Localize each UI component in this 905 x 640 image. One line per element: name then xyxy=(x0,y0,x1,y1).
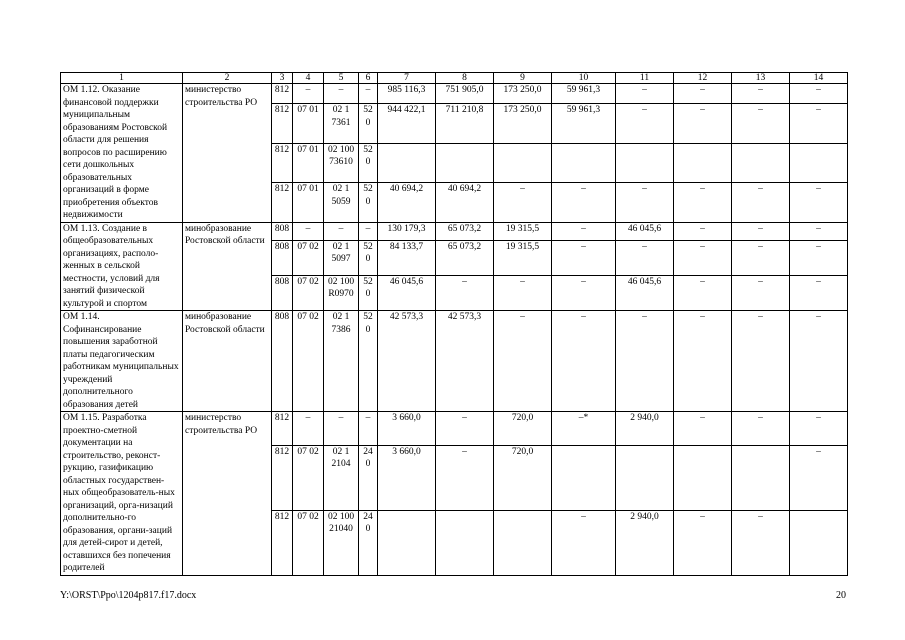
value-cell: 46 045,6 xyxy=(378,275,436,310)
table-body xyxy=(61,73,848,576)
value-cell: – xyxy=(790,183,848,222)
value-cell xyxy=(378,510,436,575)
value-cell: – xyxy=(616,104,674,143)
value-cell: – xyxy=(359,222,378,240)
header-cell: 12 xyxy=(674,73,732,84)
value-cell: 520 xyxy=(359,311,378,412)
table-row xyxy=(61,311,848,412)
value-cell: 02 1 2104 xyxy=(324,445,359,510)
value-cell: 2 940,0 xyxy=(616,510,674,575)
value-cell: – xyxy=(616,240,674,275)
value-cell: – xyxy=(674,311,732,412)
header-cell: 6 xyxy=(359,73,378,84)
header-cell: 11 xyxy=(616,73,674,84)
value-cell: 02 1 5059 xyxy=(324,183,359,222)
value-cell: 65 073,2 xyxy=(436,222,494,240)
value-cell: 130 179,3 xyxy=(378,222,436,240)
value-cell: 02 1 7386 xyxy=(324,311,359,412)
value-cell: – xyxy=(359,412,378,446)
value-cell: – xyxy=(732,104,790,143)
value-cell: – xyxy=(494,275,552,310)
value-cell: – xyxy=(732,275,790,310)
value-cell: – xyxy=(790,240,848,275)
value-cell: – xyxy=(732,311,790,412)
value-cell: – xyxy=(436,412,494,446)
value-cell: 812 xyxy=(272,183,293,222)
value-cell: 07 01 xyxy=(293,104,324,143)
value-cell: 59 961,3 xyxy=(552,84,616,104)
value-cell: 19 315,5 xyxy=(494,222,552,240)
value-cell: 07 02 xyxy=(293,311,324,412)
value-cell: – xyxy=(552,222,616,240)
value-cell xyxy=(732,143,790,182)
value-cell: 42 573,3 xyxy=(436,311,494,412)
value-cell: 07 02 xyxy=(293,510,324,575)
value-cell: 07 02 xyxy=(293,275,324,310)
value-cell: – xyxy=(616,183,674,222)
value-cell: – xyxy=(674,84,732,104)
value-cell xyxy=(436,510,494,575)
value-cell: 3 660,0 xyxy=(378,412,436,446)
value-cell: 173 250,0 xyxy=(494,104,552,143)
value-cell: 240 xyxy=(359,510,378,575)
value-cell: – xyxy=(436,275,494,310)
value-cell: – xyxy=(552,510,616,575)
measure-name: ОМ 1.13. Создание в общеобразовательных организациях, располо-женных в сельской местности, условий для занятий физической культурой и спортом xyxy=(61,222,183,311)
value-cell xyxy=(378,143,436,182)
value-cell: 19 315,5 xyxy=(494,240,552,275)
value-cell: 40 694,2 xyxy=(436,183,494,222)
value-cell: 42 573,3 xyxy=(378,311,436,412)
value-cell xyxy=(674,143,732,182)
value-cell: 520 xyxy=(359,275,378,310)
value-cell: 3 660,0 xyxy=(378,445,436,510)
value-cell: 65 073,2 xyxy=(436,240,494,275)
value-cell: – xyxy=(616,311,674,412)
header-cell: 5 xyxy=(324,73,359,84)
value-cell: – xyxy=(674,510,732,575)
value-cell: – xyxy=(732,222,790,240)
value-cell xyxy=(552,445,616,510)
value-cell: 02 100 21040 xyxy=(324,510,359,575)
value-cell: 07 02 xyxy=(293,445,324,510)
value-cell: 02 100 R0970 xyxy=(324,275,359,310)
value-cell: 985 116,3 xyxy=(378,84,436,104)
value-cell: – xyxy=(293,412,324,446)
value-cell: 520 xyxy=(359,104,378,143)
value-cell: 40 694,2 xyxy=(378,183,436,222)
value-cell: – xyxy=(674,104,732,143)
value-cell: 520 xyxy=(359,240,378,275)
header-cell: 4 xyxy=(293,73,324,84)
executor-name: минобразование Ростовской области xyxy=(183,311,272,412)
value-cell xyxy=(494,510,552,575)
header-cell: 13 xyxy=(732,73,790,84)
header-cell: 1 xyxy=(61,73,183,84)
value-cell: – xyxy=(293,84,324,104)
table-row xyxy=(61,222,848,240)
value-cell: 02 1 5097 xyxy=(324,240,359,275)
value-cell: – xyxy=(674,275,732,310)
value-cell xyxy=(732,445,790,510)
header-row xyxy=(61,73,848,84)
value-cell: 07 02 xyxy=(293,240,324,275)
value-cell xyxy=(790,143,848,182)
value-cell: – xyxy=(552,311,616,412)
header-cell: 3 xyxy=(272,73,293,84)
value-cell: – xyxy=(790,311,848,412)
value-cell: 808 xyxy=(272,311,293,412)
header-cell: 10 xyxy=(552,73,616,84)
value-cell: – xyxy=(674,222,732,240)
value-cell: 07 01 xyxy=(293,183,324,222)
header-cell: 2 xyxy=(183,73,272,84)
value-cell: 944 422,1 xyxy=(378,104,436,143)
value-cell: – xyxy=(616,84,674,104)
header-cell: 8 xyxy=(436,73,494,84)
value-cell: 808 xyxy=(272,240,293,275)
value-cell: 720,0 xyxy=(494,412,552,446)
value-cell: – xyxy=(494,183,552,222)
value-cell: 46 045,6 xyxy=(616,275,674,310)
value-cell: – xyxy=(293,222,324,240)
file-path: Y:\ORST\Ppo\1204p817.f17.docx xyxy=(60,590,197,601)
value-cell: – xyxy=(732,183,790,222)
executor-name: министерство строительства РО xyxy=(183,412,272,576)
value-cell: – xyxy=(359,84,378,104)
value-cell: 520 xyxy=(359,183,378,222)
value-cell: – xyxy=(674,240,732,275)
value-cell: – xyxy=(324,412,359,446)
value-cell: 84 133,7 xyxy=(378,240,436,275)
value-cell xyxy=(674,445,732,510)
value-cell: 46 045,6 xyxy=(616,222,674,240)
value-cell xyxy=(494,143,552,182)
value-cell: 808 xyxy=(272,275,293,310)
value-cell: 02 100 73610 xyxy=(324,143,359,182)
value-cell: – xyxy=(324,84,359,104)
executor-name: министерство строительства РО xyxy=(183,84,272,223)
value-cell: 808 xyxy=(272,222,293,240)
value-cell: – xyxy=(674,412,732,446)
table-row xyxy=(61,412,848,446)
value-cell: – xyxy=(732,84,790,104)
value-cell: 59 961,3 xyxy=(552,104,616,143)
value-cell xyxy=(616,445,674,510)
value-cell: 173 250,0 xyxy=(494,84,552,104)
value-cell: – xyxy=(552,275,616,310)
budget-table xyxy=(60,72,848,576)
value-cell: 02 1 7361 xyxy=(324,104,359,143)
value-cell: –* xyxy=(552,412,616,446)
executor-name: минобразование Ростовской области xyxy=(183,222,272,311)
header-cell: 7 xyxy=(378,73,436,84)
value-cell: 2 940,0 xyxy=(616,412,674,446)
value-cell: 812 xyxy=(272,143,293,182)
value-cell: – xyxy=(552,240,616,275)
value-cell xyxy=(616,143,674,182)
value-cell: – xyxy=(732,412,790,446)
page-number: 20 xyxy=(836,590,846,601)
value-cell: 812 xyxy=(272,84,293,104)
value-cell: – xyxy=(552,183,616,222)
value-cell: – xyxy=(324,222,359,240)
header-cell: 9 xyxy=(494,73,552,84)
value-cell: – xyxy=(732,240,790,275)
value-cell: – xyxy=(790,275,848,310)
header-cell: 14 xyxy=(790,73,848,84)
value-cell: – xyxy=(732,510,790,575)
value-cell xyxy=(790,510,848,575)
value-cell: – xyxy=(494,311,552,412)
value-cell: 751 905,0 xyxy=(436,84,494,104)
value-cell: 240 xyxy=(359,445,378,510)
value-cell xyxy=(552,143,616,182)
value-cell xyxy=(436,143,494,182)
value-cell: – xyxy=(790,84,848,104)
value-cell: 812 xyxy=(272,445,293,510)
value-cell: 711 210,8 xyxy=(436,104,494,143)
value-cell: 812 xyxy=(272,412,293,446)
table-row xyxy=(61,84,848,104)
value-cell: – xyxy=(790,445,848,510)
value-cell: – xyxy=(674,183,732,222)
value-cell: 812 xyxy=(272,104,293,143)
value-cell: 520 xyxy=(359,143,378,182)
value-cell: 07 01 xyxy=(293,143,324,182)
value-cell: 720,0 xyxy=(494,445,552,510)
measure-name: ОМ 1.12. Оказание финансовой поддержки муниципальным образованиям Ростовской области для решения вопросов по расширению сети дошкольных образовательных организаций в форме приобретения объектов недвижимости xyxy=(61,84,183,223)
value-cell: – xyxy=(790,412,848,446)
measure-name: ОМ 1.14. Софинансирование повышения заработной платы педагогическим работникам муниципальных учреждений дополнительного образования детей xyxy=(61,311,183,412)
measure-name: ОМ 1.15. Разработка проектно-сметной документации на строительство, реконст-рукцию, газификацию областных государствен-ных общеобразователь-ных организаций, орга-низаций дополнительно-го образования, органи-заций для детей-сирот и детей, оставшихся без попечения родителей xyxy=(61,412,183,576)
value-cell: – xyxy=(790,222,848,240)
value-cell: – xyxy=(436,445,494,510)
value-cell: 812 xyxy=(272,510,293,575)
value-cell: – xyxy=(790,104,848,143)
